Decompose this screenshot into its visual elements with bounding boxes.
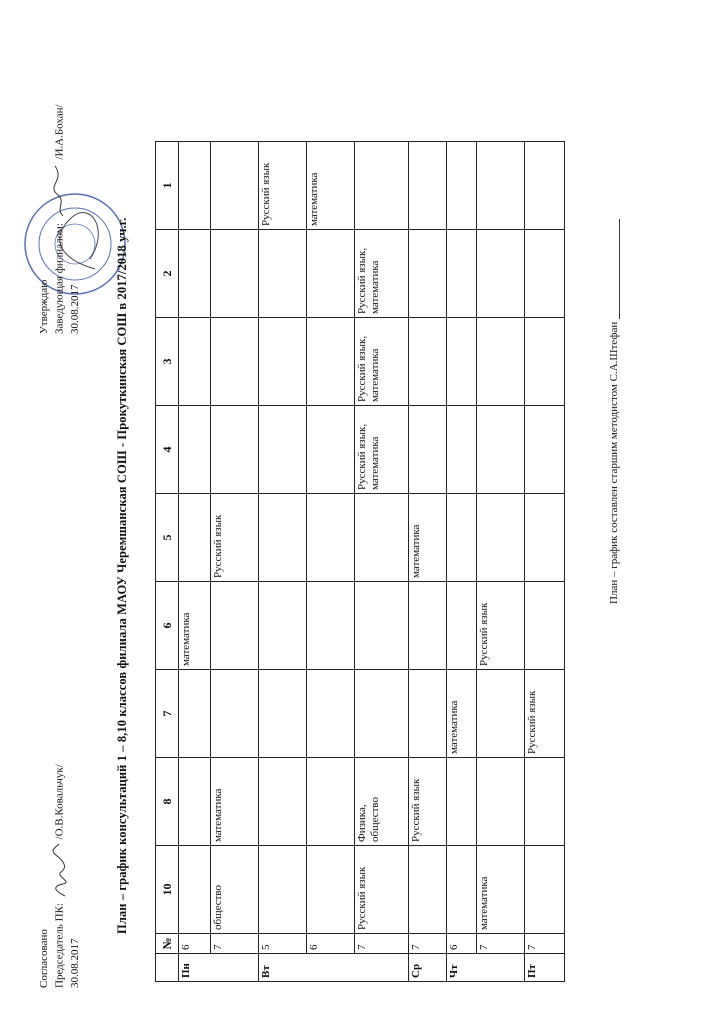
table-row xyxy=(477,142,525,982)
table-cell: Русский язык xyxy=(409,758,447,846)
table-cell xyxy=(525,846,565,934)
table-row xyxy=(307,142,355,982)
table-cell: Русский язык xyxy=(259,142,307,230)
approval-left-line2 xyxy=(51,764,69,988)
signature-left xyxy=(51,842,69,900)
table-cell: Русский язык xyxy=(355,846,409,934)
table-cell xyxy=(179,318,211,406)
table-cell xyxy=(307,670,355,758)
approval-left-line1: Согласовано xyxy=(38,929,50,988)
signature-right xyxy=(51,162,69,220)
approval-left-date: 30.08.2017 xyxy=(69,938,81,988)
table-cell: Русский язык, математика xyxy=(355,318,409,406)
table-cell: Русский язык, математика xyxy=(355,406,409,494)
table-cell: Русский язык xyxy=(211,494,259,582)
table-cell xyxy=(259,406,307,494)
table-cell xyxy=(447,318,477,406)
table-cell xyxy=(307,230,355,318)
footer-note xyxy=(608,219,620,604)
table-cell xyxy=(307,318,355,406)
table-cell xyxy=(447,582,477,670)
table-row xyxy=(355,142,409,982)
table-cell xyxy=(211,670,259,758)
header-cell: 10 xyxy=(156,846,179,934)
table-cell xyxy=(447,758,477,846)
table-cell xyxy=(477,670,525,758)
table-cell: математика xyxy=(409,494,447,582)
table-cell: математика xyxy=(179,582,211,670)
table-cell: математика xyxy=(211,758,259,846)
day-cell: Чт xyxy=(447,954,525,982)
table-cell xyxy=(409,582,447,670)
table-cell xyxy=(211,230,259,318)
approval-right-role: Заведующая филиалом: xyxy=(53,223,66,334)
header-cell: 7 xyxy=(156,670,179,758)
table-cell xyxy=(525,582,565,670)
table-cell xyxy=(355,582,409,670)
table-cell xyxy=(355,142,409,230)
footer-text: План – график составлен старшим методистом С.А.Штефан xyxy=(608,321,620,604)
table-cell xyxy=(259,758,307,846)
table-cell xyxy=(525,142,565,230)
table-cell xyxy=(477,230,525,318)
table-cell xyxy=(477,318,525,406)
class-num-cell: 7 xyxy=(525,934,565,954)
table-cell xyxy=(477,406,525,494)
table-cell xyxy=(307,758,355,846)
table-cell xyxy=(525,758,565,846)
header-cell: 6 xyxy=(156,582,179,670)
table-cell xyxy=(355,670,409,758)
table-header-row xyxy=(156,142,179,982)
table-cell xyxy=(179,230,211,318)
header-cell: 4 xyxy=(156,406,179,494)
class-num-cell: 6 xyxy=(307,934,355,954)
table-cell xyxy=(409,318,447,406)
day-cell: Вт xyxy=(259,954,409,982)
table-cell xyxy=(409,142,447,230)
table-cell xyxy=(447,230,477,318)
table-cell xyxy=(259,318,307,406)
class-num-cell: 6 xyxy=(179,934,211,954)
day-cell: Ср xyxy=(409,954,447,982)
table-row xyxy=(211,142,259,982)
table-cell xyxy=(477,494,525,582)
header-cell: 1 xyxy=(156,142,179,230)
table-body xyxy=(179,142,565,982)
approval-block-left xyxy=(38,764,82,988)
table-row xyxy=(179,142,211,982)
table-cell xyxy=(409,846,447,934)
table-cell xyxy=(525,230,565,318)
table-cell xyxy=(259,846,307,934)
table-cell: Русский язык, математика xyxy=(355,230,409,318)
approval-left-signer: /О.В.Ковальчук/ xyxy=(53,764,66,840)
table-cell xyxy=(211,582,259,670)
table-cell xyxy=(447,494,477,582)
consultation-schedule-table xyxy=(155,141,565,982)
table-cell xyxy=(259,230,307,318)
table-cell xyxy=(179,670,211,758)
table-cell xyxy=(179,406,211,494)
table-cell xyxy=(447,142,477,230)
table-cell xyxy=(525,494,565,582)
table-cell xyxy=(259,670,307,758)
class-num-cell: 5 xyxy=(259,934,307,954)
table-cell xyxy=(179,758,211,846)
table-cell: Русский язык xyxy=(525,670,565,758)
table-cell: общество xyxy=(211,846,259,934)
header-cell: № xyxy=(156,934,179,954)
class-num-cell: 7 xyxy=(211,934,259,954)
table-cell xyxy=(259,494,307,582)
table-cell xyxy=(211,318,259,406)
table-cell xyxy=(447,846,477,934)
header-cell: 3 xyxy=(156,318,179,406)
day-cell: Пт xyxy=(525,954,565,982)
class-num-cell: 7 xyxy=(355,934,409,954)
table-cell xyxy=(259,582,307,670)
table-cell: математика xyxy=(447,670,477,758)
header-cell: 2 xyxy=(156,230,179,318)
table-cell xyxy=(525,318,565,406)
approval-right-date: 30.08.2017 xyxy=(69,284,81,334)
table-cell: математика xyxy=(477,846,525,934)
table-row xyxy=(259,142,307,982)
table-cell xyxy=(307,582,355,670)
document-title: План – график консультаций 1 – 8,10 классов филиала МАОУ Черемшанская СОШ - Прокуткинская СОШ в 2017/2018 уч.г. xyxy=(115,217,129,934)
class-num-cell: 7 xyxy=(477,934,525,954)
table-cell xyxy=(179,846,211,934)
table-cell: Физика, общество xyxy=(355,758,409,846)
table-cell xyxy=(211,406,259,494)
table-cell xyxy=(307,494,355,582)
table-cell xyxy=(355,494,409,582)
table-row xyxy=(525,142,565,982)
table-cell xyxy=(409,406,447,494)
header-cell: 8 xyxy=(156,758,179,846)
approval-right-line2 xyxy=(51,104,69,334)
day-cell: Пн xyxy=(179,954,259,982)
signature-line xyxy=(609,219,620,319)
table-cell: математика xyxy=(307,142,355,230)
table-cell xyxy=(447,406,477,494)
table-row xyxy=(409,142,447,982)
table-cell xyxy=(477,142,525,230)
table-cell xyxy=(409,670,447,758)
table-cell xyxy=(525,406,565,494)
table-cell xyxy=(307,846,355,934)
table-cell xyxy=(179,142,211,230)
table-cell xyxy=(211,142,259,230)
table-cell xyxy=(179,494,211,582)
class-num-cell: 6 xyxy=(447,934,477,954)
approval-right-signer: /И.А.Бохан/ xyxy=(53,104,66,160)
table-cell xyxy=(477,758,525,846)
approval-block-right xyxy=(38,104,82,334)
table-row xyxy=(447,142,477,982)
class-num-cell: 7 xyxy=(409,934,447,954)
table-cell xyxy=(409,230,447,318)
header-cell: 5 xyxy=(156,494,179,582)
table-cell: Русский язык xyxy=(477,582,525,670)
table-cell xyxy=(307,406,355,494)
approval-right-line1: Утверждаю xyxy=(38,279,50,334)
header-day xyxy=(156,954,179,982)
approval-left-role: Председатель ПК: xyxy=(53,902,66,988)
